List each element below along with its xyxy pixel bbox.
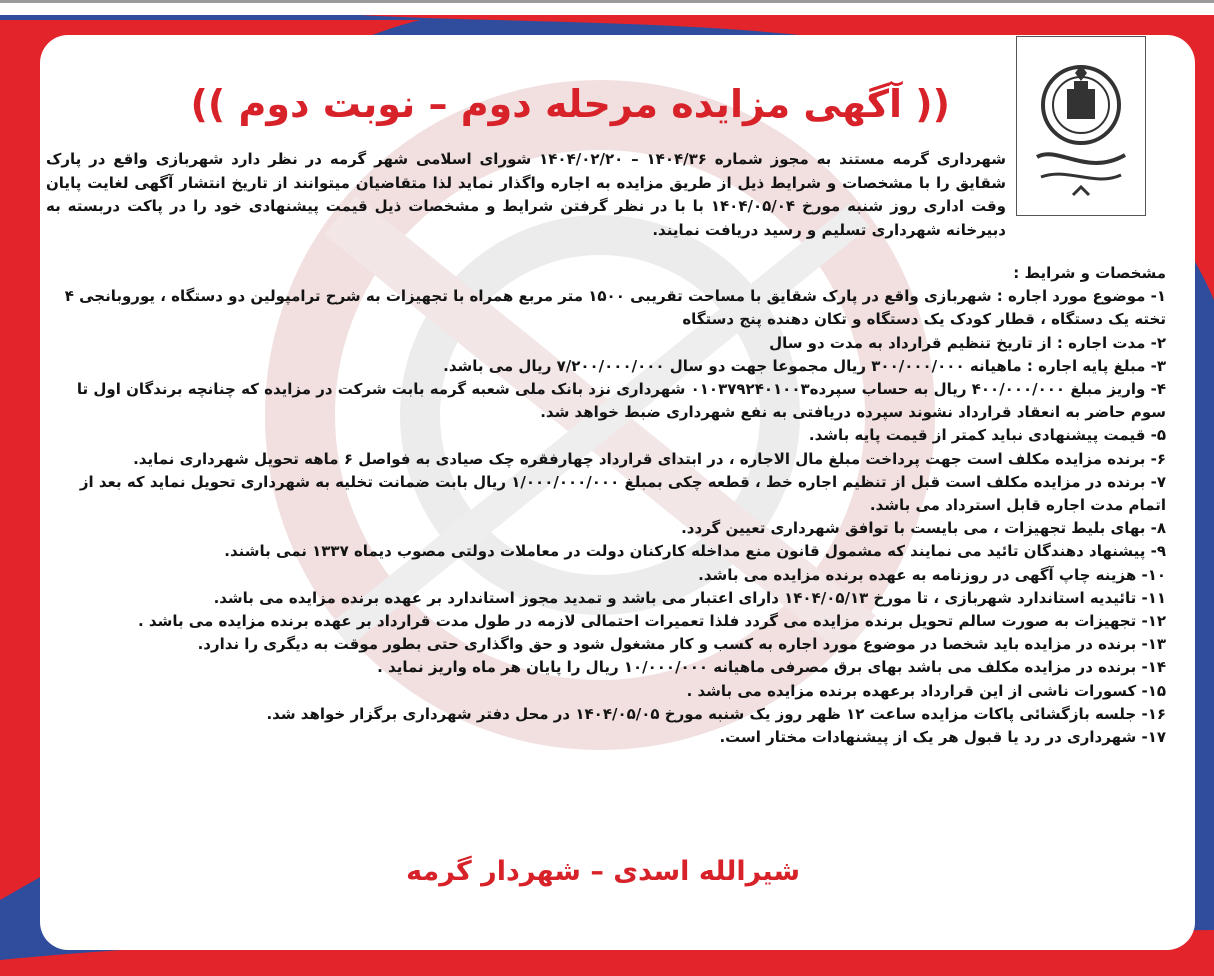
conditions-list <box>46 262 1166 749</box>
condition-item: ۱۷- شهرداری در رد یا قبول هر یک از پیشنهادات مختار است. <box>719 728 1166 747</box>
condition-item: ۶- برنده مزایده مکلف است جهت پرداخت مبلغ مال الاجاره ، در ابتدای قرارداد چهارفقره چک صیادی به فواصل ۶ ماهه تحویل شهرداری نماید. <box>133 449 1166 468</box>
condition-item: ۱۲- تجهیزات به صورت سالم تحویل برنده مزایده می گردد فلذا تعمیرات احتمالی لازمه در طول مدت قرارداد بر عهده برنده مزایده می باشد . <box>137 612 1166 631</box>
condition-item: ۱۱- تائیدیه استاندارد شهربازی ، تا مورخ ۱۴۰۴/۰۵/۱۳ دارای اعتبار می باشد و تمدید مجوز استاندارد بر عهده برنده مزایده می باشد. <box>213 588 1166 607</box>
municipality-logo <box>1016 36 1146 216</box>
condition-item: ۹- پیشنهاد دهندگان تائید می نمایند که مشمول قانون منع مداخله کارکنان دولت در معاملات دولتی مصوب دیماه ۱۳۳۷ نمی باشند. <box>224 542 1166 561</box>
condition-item: ۱- موضوع مورد اجاره : شهربازی واقع در پارک شقایق با مساحت تقریبی ۱۵۰۰ متر مربع همراه با تجهیزات به شرح ترامپولین دو دستگاه ، یوروبانجی ۴ تخته یک دستگاه ، قطار کودک یک دستگاه و تکان دهنده پنج دستگاه <box>64 287 1166 329</box>
page-title: (( آگهی مزایده مرحله دوم – نوبت دوم )) <box>190 82 950 126</box>
municipality-emblem-icon <box>1017 37 1145 215</box>
condition-item: ۱۳- برنده در مزایده باید شخصا در موضوع مورد اجاره به کسب و کار مشغول شود و حق واگذاری حتی بطور موقت به دیگری را ندارد. <box>197 635 1166 654</box>
signature: شیرالله اسدی – شهردار گرمه <box>406 856 800 887</box>
condition-item: ۱۰- هزینه چاپ آگهی در روزنامه به عهده برنده مزایده می باشد. <box>698 565 1166 584</box>
condition-item: ۴- واریز مبلغ ۴۰۰/۰۰۰/۰۰۰ ریال به حساب سپرده۰۱۰۳۷۹۲۴۰۱۰۰۳ شهرداری نزد بانک ملی شعبه گرمه بابت شرکت در مزایده که چنانچه برندگان اول تا سوم حاضر به انعقاد قرارداد نشوند سپرده دریافتی به نفع شهرداری ضبط خواهد شد. <box>76 380 1166 422</box>
condition-item: ۱۶- جلسه بازگشائی پاکات مزایده ساعت ۱۲ ظهر روز یک شنبه مورخ ۱۴۰۴/۰۵/۰۵ در محل دفتر شهرداری برگزار خواهد شد. <box>266 704 1166 723</box>
condition-item: ۵- قیمت پیشنهادی نباید کمتر از قیمت پایه باشد. <box>808 426 1166 445</box>
condition-item: ۷- برنده در مزایده مکلف است قبل از تنظیم اجاره خط ، قطعه چکی بمبلغ ۱/۰۰۰/۰۰۰/۰۰۰ ریال بابت ضمانت تخلیه به شهرداری تحویل نماید که بعد از اتمام مدت اجاره قابل استرداد می باشد. <box>79 472 1166 515</box>
condition-item: ۲- مدت اجاره : از تاریخ تنظیم قرارداد به مدت دو سال <box>769 333 1166 352</box>
intro-paragraph: شهرداری گرمه مستند به مجوز شماره ۱۴۰۴/۳۶ – ۱۴۰۴/۰۲/۲۰ شورای اسلامی شهر گرمه در نظر دارد شهربازی واقع در پارک شقایق را با مشخصات و شرایط ذیل از طریق مزایده به اجاره واگذار نماید لذا متقاضیان میتوانند از تاریخ انتشار آگهی لغایت پایان وقت اداری روز شنبه مورخ ۱۴۰۴/۰۵/۰۴ با با در نظر گرفتن شرایط و مشخصات ذیل قیمت پیشنهادی خود را در پاکت دربسته به دبیرخانه شهرداری تسلیم و رسید دریافت نمایند. <box>46 150 1006 239</box>
condition-item: ۸- بهای بلیط تجهیزات ، می بایست با توافق شهرداری تعیین گردد. <box>681 519 1166 538</box>
conditions-heading: مشخصات و شرایط : <box>1013 264 1166 282</box>
condition-item: ۳- مبلغ پایه اجاره : ماهیانه ۳۰۰/۰۰۰/۰۰۰ ریال مجموعا جهت دو سال ۷/۲۰۰/۰۰۰/۰۰۰ ریال می باشد. <box>443 356 1166 375</box>
condition-item: ۱۵- کسورات ناشی از این قرارداد برعهده برنده مزایده می باشد . <box>686 681 1166 700</box>
condition-item: ۱۴- برنده در مزایده مکلف می باشد بهای برق مصرفی ماهیانه ۱۰/۰۰۰/۰۰۰ ریال را پایان هر ماه واریز نماید . <box>377 658 1166 677</box>
